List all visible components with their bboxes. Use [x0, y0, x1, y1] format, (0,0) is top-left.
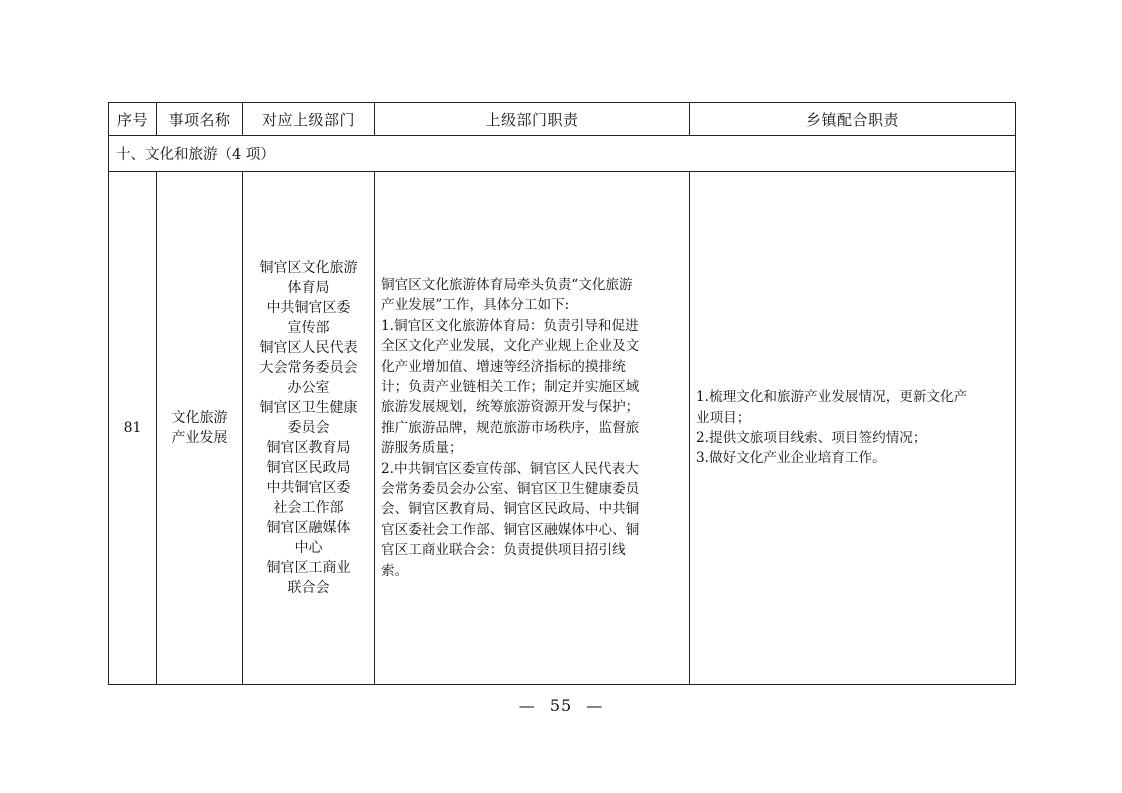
- department-line: 铜官区卫生健康: [259, 400, 358, 416]
- header-superior-department: 对应上级部门: [243, 103, 375, 136]
- section-row: [109, 136, 1016, 172]
- duty-line: 化产业增加值、增速等经济指标的摸排统: [381, 358, 626, 375]
- header-township-duties: 乡镇配合职责: [690, 103, 1016, 136]
- duty-line: 1.铜官区文化旅游体育局：负责引导和促进: [381, 317, 639, 334]
- township-duties-cell: [690, 172, 1016, 685]
- header-superior-duties: 上级部门职责: [375, 103, 690, 136]
- duty-line: 会、铜官区教育局、铜官区民政局、中共铜: [381, 501, 640, 518]
- footer-dash-right: —: [586, 696, 604, 715]
- duty-line: 官区委社会工作部、铜官区融媒体中心、铜: [381, 521, 640, 538]
- department-line: 委员会: [287, 420, 330, 436]
- duty-line: 会常务委员会办公室、铜官区卫生健康委员: [381, 481, 640, 498]
- superior-duties-cell: [375, 172, 690, 685]
- department-line: 办公室: [287, 380, 330, 396]
- duty-line: 2.中共铜官区委宣传部、铜官区人民代表大: [381, 460, 639, 477]
- department-line: 中共铜官区委: [266, 300, 351, 316]
- department-line: 联合会: [287, 580, 330, 596]
- item-name-cell: [157, 172, 243, 685]
- section-title: 十、文化和旅游（4 项）: [109, 136, 1016, 172]
- table-row: [109, 172, 1016, 685]
- duty-line: 计；负责产业链相关工作；制定并实施区域: [381, 378, 640, 395]
- department-line: 大会常务委员会: [259, 360, 358, 376]
- department-line: 铜官区民政局: [266, 460, 351, 476]
- department-line: 宣传部: [287, 320, 330, 336]
- responsibility-table: [108, 102, 1016, 685]
- footer-dash-left: —: [518, 696, 536, 715]
- department-line: 铜官区融媒体: [266, 520, 351, 536]
- department-line: 中共铜官区委: [266, 480, 351, 496]
- item-name-line: 文化旅游: [171, 410, 228, 426]
- header-row: [109, 103, 1016, 136]
- township-duty-line: 1.梳理文化和旅游产业发展情况，更新文化产: [696, 389, 968, 406]
- township-duty-line: 2.提供文旅项目线索、项目签约情况；: [696, 430, 927, 446]
- duty-line: 推广旅游品牌，规范旅游市场秩序，监督旅: [381, 419, 640, 436]
- duty-line: 全区文化产业发展，文化产业规上企业及文: [381, 338, 640, 355]
- duty-line: 游服务质量；: [381, 440, 463, 457]
- row-number: 81: [109, 172, 157, 685]
- header-number: 序号: [109, 103, 157, 136]
- page-footer: [0, 696, 1122, 715]
- duty-line: 旅游发展规划，统筹旅游资源开发与保护；: [381, 399, 640, 416]
- duty-line: 产业发展”工作，具体分工如下:: [381, 297, 570, 314]
- departments-cell: [243, 172, 375, 685]
- header-item-name: 事项名称: [157, 103, 243, 136]
- department-line: 铜官区工商业: [266, 560, 351, 576]
- department-line: 铜官区教育局: [266, 440, 351, 456]
- duty-line: 铜官区文化旅游体育局牵头负责“文化旅游: [381, 276, 633, 293]
- page-number: 55: [549, 696, 573, 715]
- department-line: 铜官区人民代表: [259, 340, 358, 356]
- department-line: 铜官区文化旅游: [259, 260, 358, 276]
- township-duty-line: 业项目；: [696, 409, 751, 426]
- department-line: 中心: [294, 540, 323, 556]
- item-name-line: 产业发展: [171, 430, 228, 446]
- duty-line: 索。: [381, 562, 409, 579]
- duty-line: 官区工商业联合会：负责提供项目招引线: [381, 542, 626, 559]
- township-duty-line: 3.做好文化产业企业培育工作。: [696, 450, 886, 467]
- department-line: 体育局: [287, 280, 330, 296]
- department-line: 社会工作部: [273, 500, 344, 516]
